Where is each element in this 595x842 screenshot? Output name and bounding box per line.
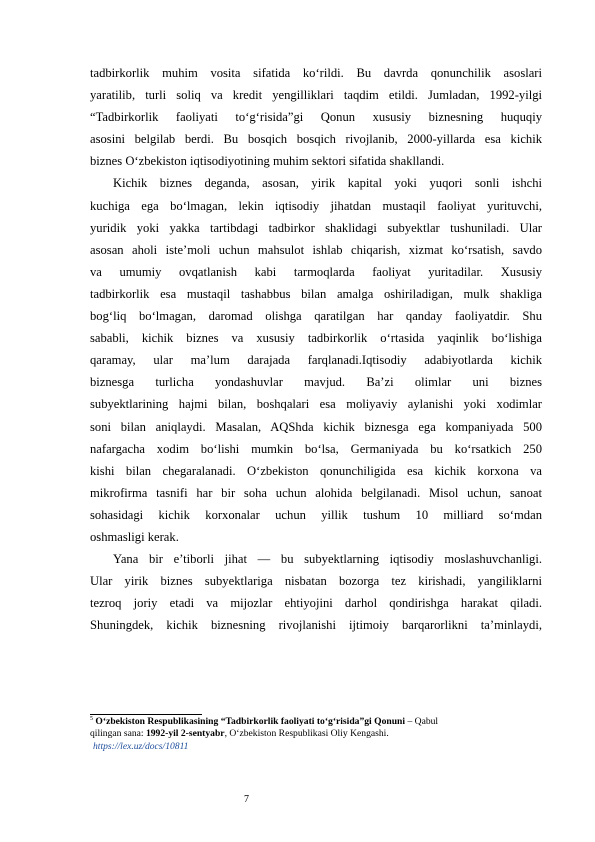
text-line: kuchiga ega bo‘lmagan, lekin iqtisodiy jihatdan mustaqil faoliyat yurituvchi, — [90, 198, 542, 213]
document-body — [90, 62, 542, 636]
page-number: 7 — [244, 794, 249, 805]
text-line: Kichik biznes deganda, asosan, yirik kapital yoki yuqori sonli ishchi — [113, 176, 542, 191]
text-line: soni bilan aniqlaydi. Masalan, AQShda kichik biznesga ega kompaniyada 500 — [90, 419, 542, 434]
text-line: qaramay, ular ma’lum darajada farqlanadi.Iqtisodiy adabiyotlarda kichik — [90, 353, 542, 368]
footnote-link[interactable]: https://lex.uz/docs/10811 — [93, 740, 189, 752]
text-line: biznesga turlicha yondashuvlar mavjud. Ba’zi olimlar uni biznes — [90, 375, 542, 390]
text-line: sohasidagi kichik korxonalar uchun yillik tushum 10 milliard so‘mdan — [90, 507, 542, 522]
footnote-separator — [90, 714, 202, 715]
text-fragment: “Tadbirkorlik faoliyati to‘g‘risida — [90, 110, 288, 125]
text-line: bog‘liq bo‘lmagan, daromad olishga qaratilgan har qanday faoliyatdir. Shu — [90, 309, 542, 324]
text-line: nafargacha xodim bo‘lishi mumkin bo‘lsa, Germaniyada bu ko‘rsatkich 250 — [90, 441, 542, 456]
footnote-details — [90, 728, 542, 740]
text-fragment: ”gi Qonun xususiy biznesning huquqiy — [287, 110, 542, 125]
text-line: tezroq joriy etadi va mijozlar ehtiyojini darhol qondirishga harakat qiladi. — [90, 596, 542, 611]
text-line-with-footnote — [90, 106, 542, 128]
text-line: asosan aholi iste’moli uchun mahsulot ishlab chiqarish, xizmat ko‘rsatish, savdo — [90, 242, 542, 257]
text-line: yuridik yoki yakka tartibdagi tadbirkor shaklidagi subyektlar tushuniladi. Ular — [90, 220, 542, 235]
footnote-accepted-label: qilingan sana: — [90, 728, 146, 740]
text-line: Ular yirik biznes subyektlariga nisbatan bozorga tez kirishadi, yangiliklarni — [90, 574, 542, 589]
text-line: mikrofirma tasnifi har bir soha uchun alohida belgilanadi. Misol uchun, sanoat — [90, 485, 542, 500]
paragraph-1 — [90, 62, 542, 172]
footnote-date: 1992-yil 2-sentyabr — [145, 728, 225, 740]
footnote-authority: , O‘zbekiston Respublikasi Oliy Kengashi. — [224, 728, 389, 740]
text-line: asosini belgilab berdi. Bu bosqich bosqich rivojlanib, 2000-yillarda esa kichik — [90, 132, 542, 147]
footnote-text — [90, 716, 542, 728]
text-line: tadbirkorlik esa mustaqil tashabbus bilan amalga oshiriladigan, mulk shakliga — [90, 286, 542, 301]
text-line: tadbirkorlik muhim vosita sifatida ko‘rildi. Bu davrda qonunchilik asoslari — [90, 66, 542, 80]
text-line: biznes O‘zbekiston iqtisodiyotining muhim sektori sifatida shakllandi. — [90, 154, 445, 169]
paragraph-3 — [90, 548, 542, 636]
text-line: Shuningdek, kichik biznesning rivojlanishi ijtimoiy barqarorlikni ta’minlaydi, — [90, 618, 542, 633]
footnote-mark: 5 — [90, 715, 93, 722]
footnote — [90, 716, 542, 753]
paragraph-2 — [90, 172, 542, 548]
text-line: subyektlarining hajmi bilan, boshqalari esa moliyaviy aylanishi yoki xodimlar — [90, 397, 542, 412]
footnote-dash: – Qabul — [405, 716, 439, 727]
text-line: sababli, kichik biznes va xususiy tadbirkorlik o‘rtasida yaqinlik bo‘lishiga — [90, 331, 542, 346]
text-line: yaratilib, turli soliq va kredit yengilliklari taqdim etildi. Jumladan, 1992-yilgi — [90, 88, 542, 103]
footnote-title: O‘zbekiston Respublikasining “Tadbirkorlik faoliyati to‘g‘risida”gi Qonuni — [95, 716, 406, 727]
text-line: oshmasligi kerak. — [90, 529, 179, 544]
text-line: va umumiy ovqatlanish kabi tarmoqlarda faoliyat yuritadilar. Xususiy — [90, 264, 542, 279]
text-line: kishi bilan chegaralanadi. O‘zbekiston qonunchiligida esa kichik korxona va — [90, 463, 542, 478]
text-line: Yana bir e’tiborli jihat — bu subyektlarning iqtisodiy moslashuvchanligi. — [113, 552, 542, 567]
